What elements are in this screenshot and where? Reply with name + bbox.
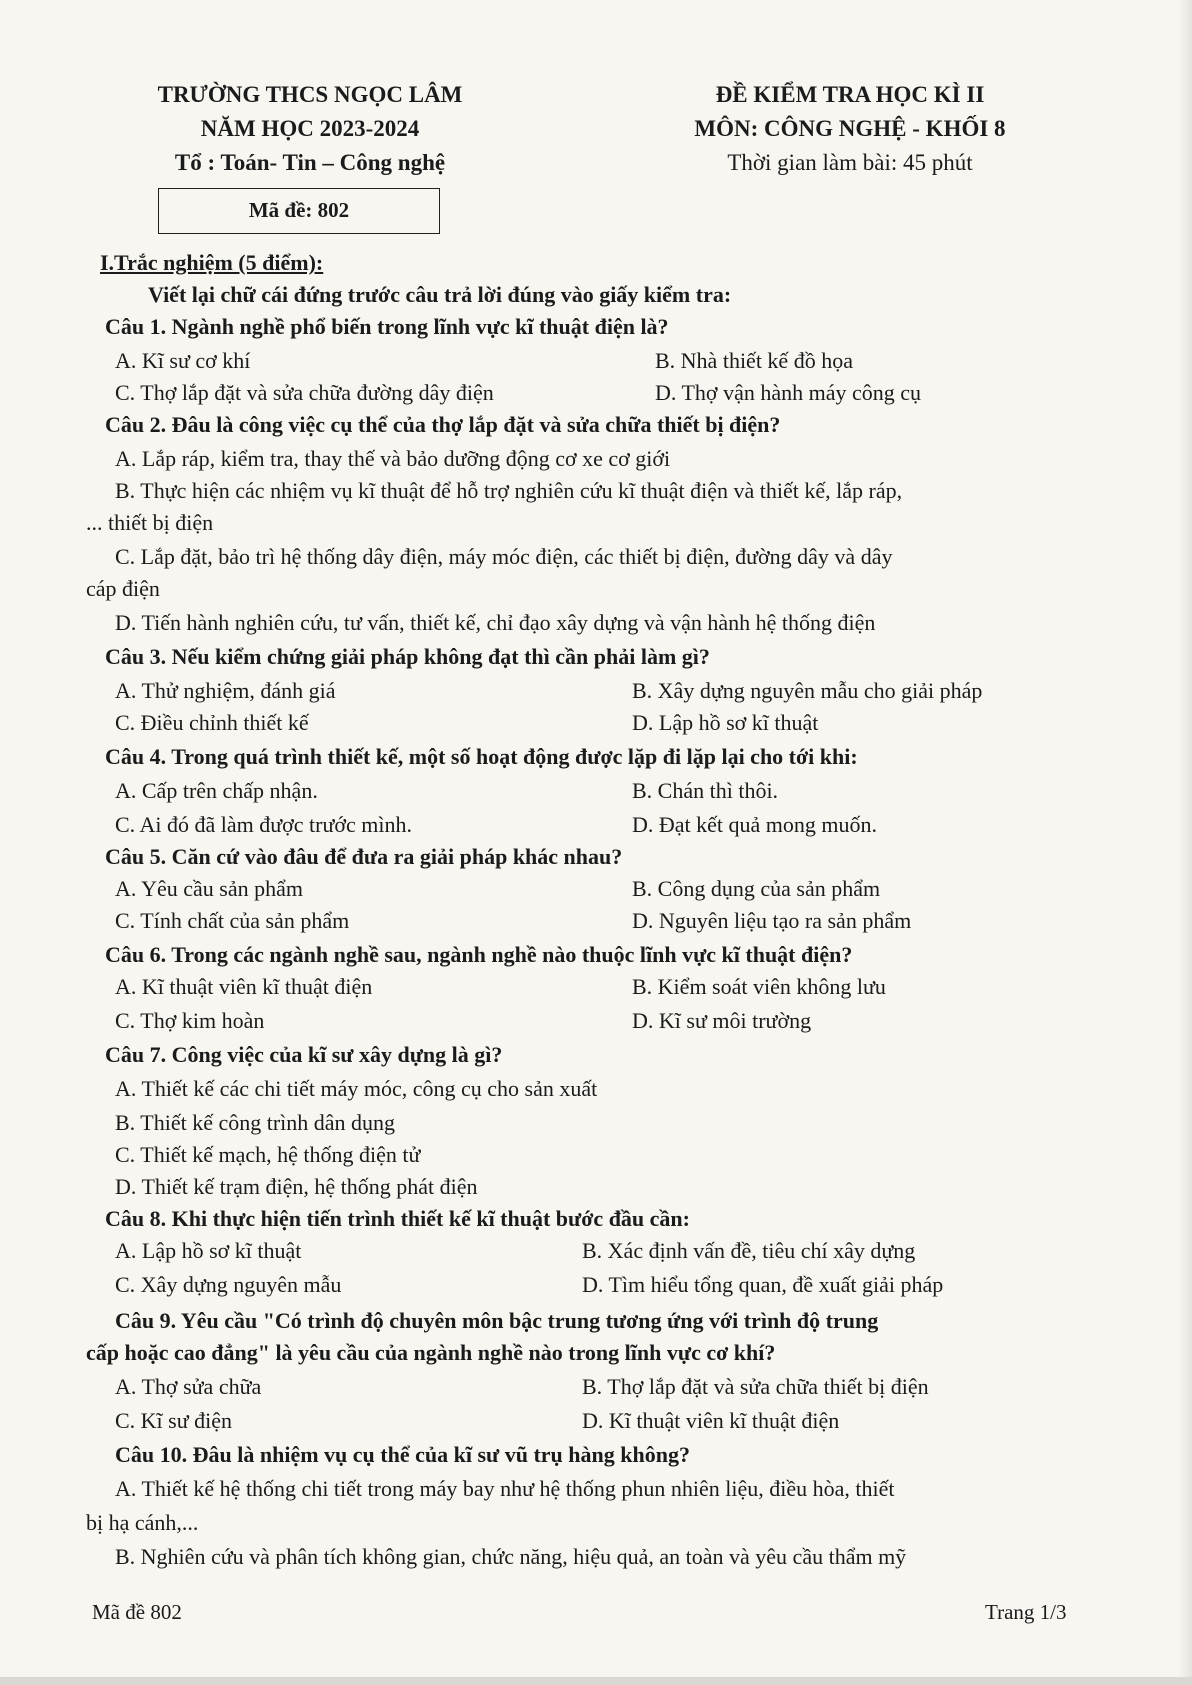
page-edge-shadow bbox=[1178, 0, 1192, 1685]
q10-option-b: B. Nghiên cứu và phân tích không gian, chức năng, hiệu quả, an toàn và yêu cầu thẩm mỹ bbox=[115, 1544, 907, 1569]
q7-option-d: D. Thiết kế trạm điện, hệ thống phát điện bbox=[115, 1174, 478, 1199]
q2-option-b: B. Thực hiện các nhiệm vụ kĩ thuật để hỗ trợ nghiên cứu kĩ thuật điện và thiết kế, lắp ráp, bbox=[115, 478, 903, 503]
q4-option-c: C. Ai đó đã làm được trước mình. bbox=[115, 812, 413, 837]
q1-option-b: B. Nhà thiết kế đồ họa bbox=[655, 348, 853, 373]
question-2: Câu 2. Đâu là công việc cụ thể của thợ lắp đặt và sửa chữa thiết bị điện? bbox=[105, 412, 781, 437]
q3-option-a: A. Thử nghiệm, đánh giá bbox=[115, 678, 336, 703]
school-info bbox=[120, 78, 500, 180]
section-instruction: Viết lại chữ cái đứng trước câu trả lời đúng vào giấy kiểm tra: bbox=[148, 282, 732, 307]
q1-option-a: A. Kĩ sư cơ khí bbox=[115, 348, 251, 373]
question-8: Câu 8. Khi thực hiện tiến trình thiết kế kĩ thuật bước đầu cần: bbox=[105, 1206, 690, 1231]
q2-option-b-cont: ... thiết bị điện bbox=[86, 510, 214, 535]
question-5: Câu 5. Căn cứ vào đâu để đưa ra giải pháp khác nhau? bbox=[105, 844, 623, 869]
q1-option-d: D. Thợ vận hành máy công cụ bbox=[655, 380, 921, 405]
school-name: TRƯỜNG THCS NGỌC LÂM bbox=[157, 82, 463, 107]
q5-option-a: A. Yêu cầu sản phẩm bbox=[115, 876, 303, 901]
q6-option-b: B. Kiểm soát viên không lưu bbox=[632, 974, 886, 999]
q3-option-b: B. Xây dựng nguyên mẫu cho giải pháp bbox=[632, 678, 983, 703]
question-9-cont: cấp hoặc cao đẳng" là yêu cầu của ngành nghề nào trong lĩnh vực cơ khí? bbox=[86, 1340, 776, 1365]
exam-title: ĐỀ KIỂM TRA HỌC KÌ II bbox=[715, 82, 985, 107]
q6-option-c: C. Thợ kim hoàn bbox=[115, 1008, 265, 1033]
q4-option-d: D. Đạt kết quả mong muốn. bbox=[632, 812, 878, 837]
question-3: Câu 3. Nếu kiểm chứng giải pháp không đạt thì cần phải làm gì? bbox=[105, 644, 710, 669]
q6-option-a: A. Kĩ thuật viên kĩ thuật điện bbox=[115, 974, 373, 999]
q9-option-c: C. Kĩ sư điện bbox=[115, 1408, 233, 1433]
bottom-edge bbox=[0, 1677, 1192, 1685]
q2-option-d: D. Tiến hành nghiên cứu, tư vấn, thiết kế, chỉ đạo xây dựng và vận hành hệ thống điện bbox=[115, 610, 876, 635]
q6-option-d: D. Kĩ sư môi trường bbox=[632, 1008, 812, 1033]
exam-duration: Thời gian làm bài: 45 phút bbox=[727, 150, 973, 175]
q4-option-a: A. Cấp trên chấp nhận. bbox=[115, 778, 318, 803]
q5-option-c: C. Tính chất của sản phẩm bbox=[115, 908, 350, 933]
q2-option-c-cont: cáp điện bbox=[86, 576, 160, 601]
q7-option-c: C. Thiết kế mạch, hệ thống điện tử bbox=[115, 1142, 421, 1167]
q9-option-a: A. Thợ sửa chữa bbox=[115, 1374, 262, 1399]
q10-option-a-cont: bị hạ cánh,... bbox=[86, 1510, 199, 1535]
q3-option-c: C. Điều chỉnh thiết kế bbox=[115, 710, 309, 735]
exam-code-box: Mã đề: 802 bbox=[158, 188, 440, 234]
q2-option-c: C. Lắp đặt, bảo trì hệ thống dây điện, máy móc điện, các thiết bị điện, đường dây và dây bbox=[115, 544, 893, 569]
q1-option-c: C. Thợ lắp đặt và sửa chữa đường dây điện bbox=[115, 380, 494, 405]
q7-option-a: A. Thiết kế các chi tiết máy móc, công cụ cho sản xuất bbox=[115, 1076, 598, 1101]
q3-option-d: D. Lập hồ sơ kĩ thuật bbox=[632, 710, 819, 735]
q9-option-d: D. Kĩ thuật viên kĩ thuật điện bbox=[582, 1408, 840, 1433]
question-1: Câu 1. Ngành nghề phổ biến trong lĩnh vực kĩ thuật điện là? bbox=[105, 314, 669, 339]
question-10: Câu 10. Đâu là nhiệm vụ cụ thể của kĩ sư vũ trụ hàng không? bbox=[115, 1442, 690, 1467]
department-group: Tổ : Toán- Tin – Công nghệ bbox=[174, 150, 446, 175]
question-7: Câu 7. Công việc của kĩ sư xây dựng là gì? bbox=[105, 1042, 503, 1067]
question-4: Câu 4. Trong quá trình thiết kế, một số hoạt động được lặp đi lặp lại cho tới khi: bbox=[105, 744, 858, 769]
q10-option-a: A. Thiết kế hệ thống chi tiết trong máy bay như hệ thống phun nhiên liệu, điều hòa, thiết bbox=[115, 1476, 895, 1501]
q8-option-b: B. Xác định vấn đề, tiêu chí xây dựng bbox=[582, 1238, 916, 1263]
question-9: Câu 9. Yêu cầu "Có trình độ chuyên môn bậc trung tương ứng với trình độ trung bbox=[115, 1308, 879, 1333]
q9-option-b: B. Thợ lắp đặt và sửa chữa thiết bị điện bbox=[582, 1374, 929, 1399]
q8-option-d: D. Tìm hiểu tổng quan, đề xuất giải pháp bbox=[582, 1272, 944, 1297]
q5-option-d: D. Nguyên liệu tạo ra sản phẩm bbox=[632, 908, 912, 933]
q8-option-a: A. Lập hồ sơ kĩ thuật bbox=[115, 1238, 302, 1263]
q2-option-a: A. Lắp ráp, kiểm tra, thay thế và bảo dưỡng động cơ xe cơ giới bbox=[115, 446, 671, 471]
q7-option-b: B. Thiết kế công trình dân dụng bbox=[115, 1110, 396, 1135]
q4-option-b: B. Chán thì thôi. bbox=[632, 778, 779, 803]
question-6: Câu 6. Trong các ngành nghề sau, ngành nghề nào thuộc lĩnh vực kĩ thuật điện? bbox=[105, 942, 853, 967]
exam-info bbox=[640, 78, 1060, 180]
exam-header bbox=[0, 78, 1192, 238]
school-year: NĂM HỌC 2023-2024 bbox=[200, 116, 420, 141]
section-title: I.Trắc nghiệm (5 điểm): bbox=[100, 250, 324, 275]
footer-page-number: Trang 1/3 bbox=[985, 1600, 1067, 1624]
footer-exam-code: Mã đề 802 bbox=[92, 1600, 182, 1624]
q5-option-b: B. Công dụng của sản phẩm bbox=[632, 876, 881, 901]
q8-option-c: C. Xây dựng nguyên mẫu bbox=[115, 1272, 342, 1297]
exam-subject: MÔN: CÔNG NGHỆ - KHỐI 8 bbox=[694, 116, 1006, 141]
